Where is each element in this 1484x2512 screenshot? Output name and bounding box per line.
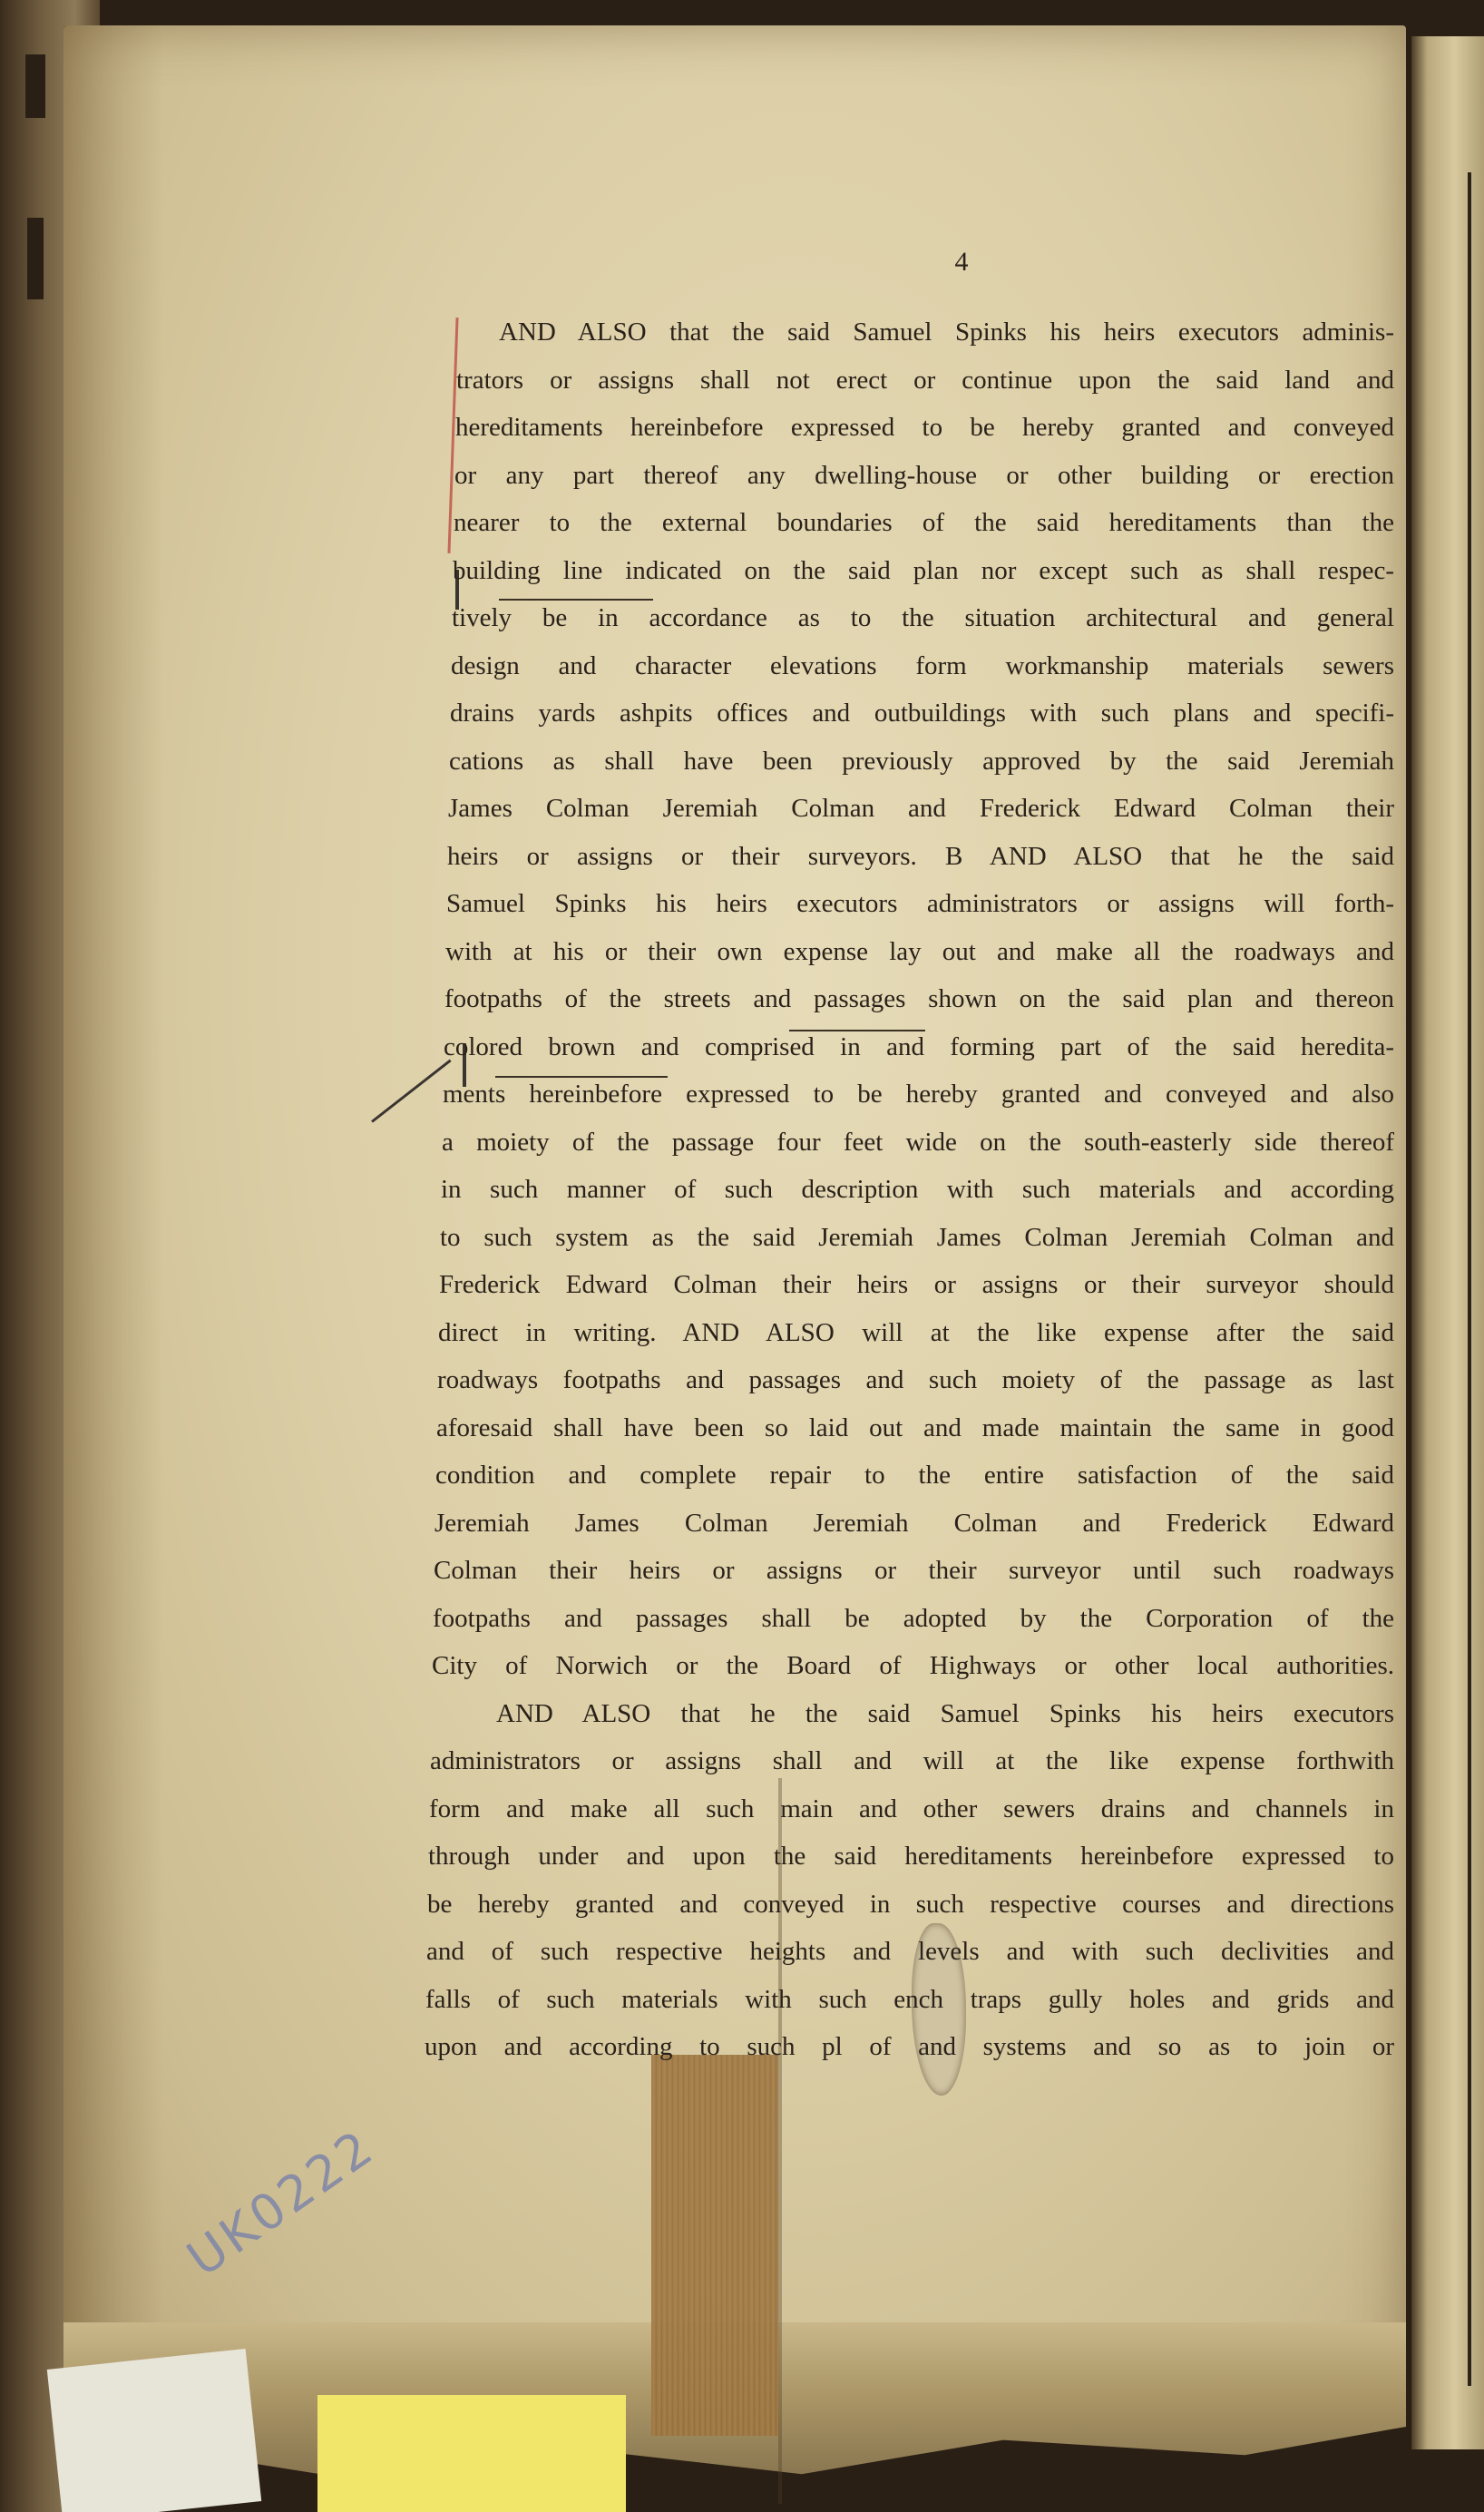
text-line: trators or assigns shall not erect or continue upon the said land and [456,365,1394,395]
text-line: tively be in accordance as to the situation architectural and general [452,603,1394,632]
text-line: roadways footpaths and passages and such moiety of the passage as last [437,1365,1394,1394]
text-line: colored brown and comprised in and forming part of the said heredita- [444,1031,1394,1061]
paper-scrap [47,2349,261,2512]
text-line: be hereby granted and conveyed in such respective courses and directions [427,1889,1394,1919]
repair-tape [651,2055,778,2436]
yellow-sticky-note [317,2395,626,2512]
text-line: or any part thereof any dwelling-house or other building or erection [454,460,1394,490]
page-number: 4 [954,247,969,277]
adjacent-page-edge [1406,36,1484,2449]
text-line: condition and complete repair to the entire satisfaction of the said [435,1461,1394,1490]
text-line: with at his or their own expense lay out and make all the roadways and [445,936,1394,966]
text-line: cations as shall have been previously approved by the said Jeremiah [449,746,1394,776]
handwritten-reference-number: UK0222 [177,2117,386,2288]
text-line: footpaths of the streets and passages shown on the said plan and thereon [444,984,1394,1013]
text-line: drains yards ashpits offices and outbuildings with such plans and specifi- [450,699,1394,728]
text-line: through under and upon the said hereditaments hereinbefore expressed to [428,1842,1394,1871]
text-line: heirs or assigns or their surveyors. B AND ALSO that he the said [447,841,1394,871]
text-line: design and character elevations form workmanship materials sewers [451,650,1394,680]
binding-stain [27,218,44,299]
text-line: Colman their heirs or assigns or their surveyor until such roadways [434,1556,1394,1585]
text-line: to such system as the said Jeremiah James Colman Jeremiah Colman and [440,1222,1394,1252]
text-line: direct in writing. AND ALSO will at the like expense after the said [438,1317,1394,1347]
text-line: AND ALSO that the said Samuel Spinks his heirs executors adminis- [499,318,1394,347]
text-line: administrators or assigns shall and will at the like expense forthwith [430,1746,1394,1775]
text-line: form and make all such main and other sewers drains and channels in [429,1794,1394,1823]
text-line: hereditaments hereinbefore expressed to be hereby granted and conveyed [455,413,1394,442]
text-line: footpaths and passages shall be adopted by the Corporation of the [433,1603,1394,1633]
adjacent-page-rule [1468,172,1471,2386]
text-line: AND ALSO that he the said Samuel Spinks his heirs executors [496,1698,1394,1728]
text-line: in such manner of such description with such materials and according [441,1175,1394,1204]
binding-stain [25,54,45,118]
text-line: ments hereinbefore expressed to be hereby granted and conveyed and also [443,1080,1394,1109]
text-line: building line indicated on the said plan nor except such as shall respec- [453,555,1394,585]
deed-body-text [425,308,1394,2071]
text-line: City of Norwich or the Board of Highways or other local authorities. [432,1651,1394,1680]
text-line: a moiety of the passage four feet wide on the south-easterly side thereof [442,1127,1394,1157]
text-line: Jeremiah James Colman Jeremiah Colman and Frederick Edward [434,1508,1394,1538]
text-line: Frederick Edward Colman their heirs or assigns or their surveyor should [439,1270,1394,1299]
text-line: upon and according to such pl of and systems and so as to join or [425,2032,1394,2061]
text-line: James Colman Jeremiah Colman and Frederick Edward Colman their [448,794,1394,823]
text-line: Samuel Spinks his heirs executors administrators or assigns will forth- [446,889,1394,918]
text-line: aforesaid shall have been so laid out and made maintain the same in good [436,1412,1394,1442]
text-line: nearer to the external boundaries of the said hereditaments than the [454,508,1394,537]
text-line: falls of such materials with such ench traps gully holes and grids and [425,1984,1394,2014]
text-line: and of such respective heights and levels and with such declivities and [426,1937,1394,1966]
margin-stain [63,25,163,2384]
